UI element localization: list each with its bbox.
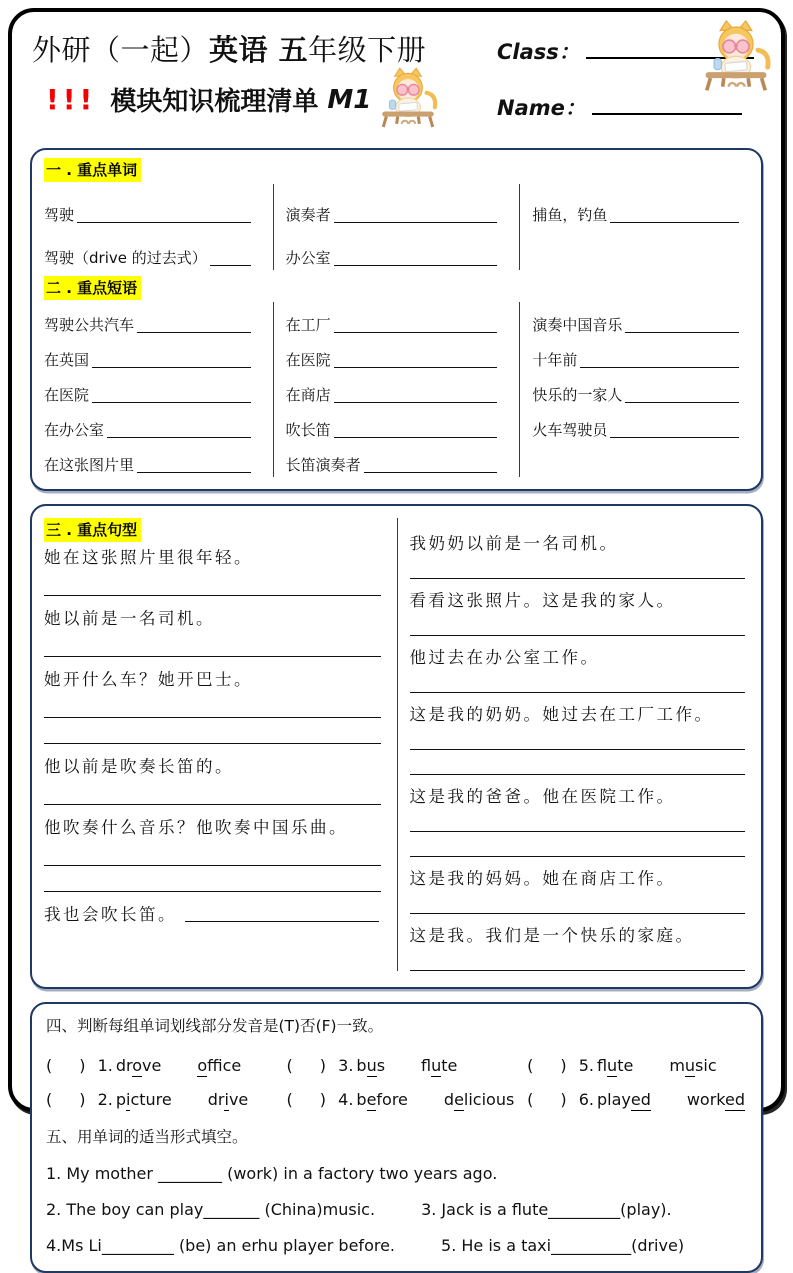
word [421,1056,457,1075]
phrase-label: 驾驶公共汽车 [44,314,134,337]
sentence-item [44,605,381,657]
sentence-prompt: 这是我的奶奶。她过去在工厂工作。 [410,701,746,725]
word-part: licious [464,1090,514,1109]
word-underlined: e [367,1090,377,1111]
phrase-label: 火车驾驶员 [532,419,607,442]
phrase-label: 在这张图片里 [44,454,134,477]
phrase-item [286,372,504,407]
answer-line [410,856,746,857]
write-blank [625,402,739,403]
sentence-item [410,701,746,775]
answer-line [44,891,381,892]
item-number: 3. [338,1056,353,1075]
pronunciation-item [287,1090,528,1109]
sentence-prompt: 她以前是一名司机。 [44,605,381,629]
write-blank [185,921,379,922]
write-blank [137,332,251,333]
phrase-item [286,407,504,442]
section-title-vocab: 一 . 重点单词 [44,158,141,182]
phrases-grid [32,302,761,477]
answer-paren-open: ( [287,1090,293,1109]
vocab-col-3 [520,184,761,270]
answer-line [410,749,746,750]
word-part: b [356,1056,366,1075]
sentence-prompt [44,901,381,925]
vocab-item [44,184,257,227]
section-title-fill-in: 五、用单词的适当形式填空。 [46,1125,745,1147]
sentence-item [410,922,746,971]
pronunciation-item [287,1056,528,1075]
vocab-col-2 [273,184,521,270]
phrases-col-2 [273,302,521,477]
write-blank [210,265,251,266]
word-underlined: u [685,1056,695,1077]
answer-paren-close: ) [79,1056,85,1075]
write-blank [580,367,739,368]
phrase-item [44,372,257,407]
answer-line [44,804,381,805]
word [669,1056,716,1075]
alert-marks: !!! [46,83,96,116]
vocab-label: 演奏者 [286,204,331,227]
phrases-col-1 [32,302,273,477]
sentence-text: 我也会吹长笛。 [44,901,177,925]
vocab-label: 办公室 [286,247,331,270]
header-left [32,28,497,148]
word-part: fl [597,1056,607,1075]
write-blank [610,437,739,438]
word [197,1056,241,1075]
sentence-item [44,666,381,744]
worksheet-page [8,8,785,1112]
name-write-line [592,97,742,115]
sentences-grid [32,518,761,971]
fill-in-row [46,1164,745,1183]
sentence-item [44,901,381,925]
word-underlined: o [132,1056,142,1077]
sentence-item [44,544,381,596]
sentence-prompt: 这是我。我们是一个快乐的家庭。 [410,922,746,946]
word-part: cture [130,1090,171,1109]
sentence-item [44,814,381,892]
write-blank [610,222,739,223]
vocab-item [286,184,504,227]
word [687,1090,745,1109]
sentence-prompt: 他以前是吹奏长笛的。 [44,753,381,777]
phrase-label: 在英国 [44,349,89,372]
phrase-label: 在办公室 [44,419,104,442]
phrase-label: 吹长笛 [286,419,331,442]
title-series: 外研（一起） [32,33,209,67]
answer-line [44,717,381,718]
answer-paren-close: ) [560,1090,566,1109]
phrase-item [532,407,745,442]
vocab-label: 驾驶（drive 的过去式） [44,247,207,270]
phrase-item [532,372,745,407]
pronunciation-grid [46,1056,745,1109]
phrase-item [44,302,257,337]
write-blank [77,222,251,223]
answer-paren-open: ( [527,1090,533,1109]
word-part: ve [229,1090,248,1109]
fill-in-item: 1. My mother ________ (work) in a factory two years ago. [46,1164,497,1183]
answer-paren-close: ) [320,1090,326,1109]
answer-paren-open: ( [287,1056,293,1075]
title-grade: 年级下册 [308,33,426,67]
word-underlined: ed [631,1090,651,1111]
pronunciation-item [527,1090,745,1109]
word-underlined: ed [725,1090,745,1111]
section-words-phrases-box [30,148,763,491]
section-title-sentences: 三 . 重点句型 [44,518,141,542]
answer-line [410,578,746,579]
word-part: ffice [207,1056,241,1075]
module-label: M1 [327,85,371,115]
item-number: 5. [579,1056,594,1075]
fill-in-item: 4.Ms Li_________ (be) an erhu player before. [46,1236,395,1255]
word-part: m [669,1056,685,1075]
word-underlined: u [367,1056,377,1077]
word-part: play [597,1090,631,1109]
answer-line [410,831,746,832]
word [597,1056,633,1075]
fill-in-item: 2. The boy can play_______ (China)music. [46,1200,375,1219]
pronunciation-item [46,1090,287,1109]
vocab-item [532,184,745,227]
sentence-item [410,530,746,579]
word-part: sic [695,1056,717,1075]
phrase-label: 在医院 [44,384,89,407]
subtitle-text: 模块知识梳理清单 [110,81,318,118]
word-part: te [441,1056,457,1075]
word-part: fore [376,1090,408,1109]
sentence-prompt: 看看这张照片。这是我的家人。 [410,587,746,611]
section-exercises-box [30,1002,763,1273]
cat-mascot-icon [375,66,441,128]
word-underlined: u [431,1056,441,1077]
sentence-prompt: 她开什么车？她开巴士。 [44,666,381,690]
word-part: b [356,1090,366,1109]
item-number: 6. [579,1090,594,1109]
phrase-item [44,442,257,477]
write-blank [334,265,498,266]
sentence-item [410,587,746,636]
answer-line [44,743,381,744]
sentence-prompt: 他吹奏什么音乐？他吹奏中国乐曲。 [44,814,381,838]
sentence-prompt: 这是我的妈妈。她在商店工作。 [410,865,746,889]
word-part: d [444,1090,454,1109]
word-part: ve [142,1056,161,1075]
answer-paren-close: ) [79,1090,85,1109]
word [356,1056,385,1075]
page-title [32,28,497,69]
word-part: s [377,1056,385,1075]
answer-line [410,635,746,636]
word-part: dr [208,1090,225,1109]
word [116,1056,162,1075]
phrase-item [286,302,504,337]
sentences-col-right [397,518,762,971]
page-subtitle [32,81,497,118]
sentence-item [410,783,746,857]
cat-mascot-icon [697,18,775,92]
write-blank [137,472,251,473]
word-part: te [617,1056,633,1075]
sentence-prompt: 这是我的爸爸。他在医院工作。 [410,783,746,807]
sentence-prompt: 她在这张照片里很年轻。 [44,544,381,568]
phrase-item [286,442,504,477]
word [208,1090,249,1109]
item-number: 4. [338,1090,353,1109]
phrase-item [532,337,745,372]
write-blank [334,402,498,403]
word-part: p [116,1090,126,1109]
answer-paren-open: ( [46,1056,52,1075]
sentence-item [44,753,381,805]
sentences-col-left [32,518,397,971]
sentence-item [410,865,746,914]
item-number: 1. [98,1056,113,1075]
word [356,1090,408,1109]
vocab-label: 捕鱼，钓鱼 [532,204,607,227]
vocab-label: 驾驶 [44,204,74,227]
word [597,1090,651,1109]
phrase-item [44,407,257,442]
class-label: Class： [497,40,580,64]
phrase-item [532,302,745,337]
word-part: fl [421,1056,431,1075]
title-subject: 英语 五 [209,33,308,67]
name-label: Name： [497,96,586,120]
phrase-label: 在工厂 [286,314,331,337]
phrases-col-3 [520,302,761,477]
answer-line [44,865,381,866]
answer-paren-close: ) [560,1056,566,1075]
vocab-grid [32,184,761,270]
answer-line [410,913,746,914]
phrase-label: 在医院 [286,349,331,372]
answer-line [410,692,746,693]
item-number: 2. [98,1090,113,1109]
phrase-label: 十年前 [532,349,577,372]
write-blank [334,367,498,368]
answer-line [410,774,746,775]
write-blank [625,332,739,333]
vocab-item [286,227,504,270]
phrase-label: 在商店 [286,384,331,407]
word [116,1090,172,1109]
word-part: dr [116,1056,132,1075]
word-underlined: o [197,1056,207,1077]
fill-in-row [46,1200,745,1219]
write-blank [107,437,251,438]
write-blank [92,367,251,368]
phrase-item [44,337,257,372]
word-underlined: i [224,1090,228,1111]
sentence-prompt: 我奶奶以前是一名司机。 [410,530,746,554]
name-field [497,92,765,122]
answer-line [44,595,381,596]
word [444,1090,514,1109]
header-right [497,28,765,148]
word-underlined: u [607,1056,617,1077]
pronunciation-item [46,1056,287,1075]
write-blank [334,437,498,438]
write-blank [334,332,498,333]
write-blank [334,222,498,223]
section-title-phrases: 二 . 重点短语 [44,276,141,300]
fill-in-item: 3. Jack is a flute_________(play). [421,1200,672,1219]
pronunciation-item [527,1056,745,1075]
vocab-col-1 [32,184,273,270]
write-blank [92,402,251,403]
answer-paren-open: ( [527,1056,533,1075]
section-sentences-box [30,504,763,989]
sentence-item [410,644,746,693]
word-underlined: i [126,1090,130,1111]
phrase-label: 长笛演奏者 [286,454,361,477]
word-underlined: e [454,1090,464,1111]
answer-paren-open: ( [46,1090,52,1109]
answer-line [44,656,381,657]
phrase-item [286,337,504,372]
phrase-label: 演奏中国音乐 [532,314,622,337]
vocab-item [44,227,257,270]
header [26,24,767,148]
phrase-label: 快乐的一家人 [532,384,622,407]
word-part: work [687,1090,725,1109]
answer-line [410,970,746,971]
answer-paren-close: ) [320,1056,326,1075]
sentence-prompt: 他过去在办公室工作。 [410,644,746,668]
fill-in-row [46,1236,745,1255]
section-title-pronunciation: 四、判断每组单词划线部分发音是(T)否(F)一致。 [46,1014,745,1036]
fill-in-item: 5. He is a taxi__________(drive) [441,1236,684,1255]
write-blank [364,472,498,473]
